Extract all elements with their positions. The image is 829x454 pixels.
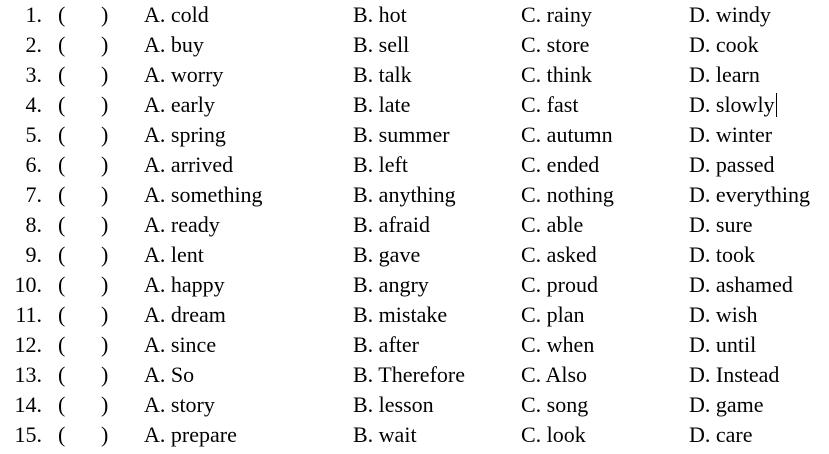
question-number: 13. (14, 362, 42, 387)
question-number: 3. (25, 62, 42, 87)
question-row-3 (0, 60, 829, 90)
option-d: D. ashamed (689, 272, 793, 297)
option-a: A. lent (144, 242, 204, 267)
question-number: 7. (25, 182, 42, 207)
question-number: 6. (25, 152, 42, 177)
question-row-9 (0, 240, 829, 270)
option-c: C. look (521, 422, 586, 447)
option-c: C. nothing (521, 182, 614, 207)
question-number: 1. (25, 2, 42, 27)
answer-blank-open[interactable]: ( (58, 182, 66, 207)
answer-blank-close[interactable]: ) (101, 272, 109, 297)
question-number: 15. (14, 422, 42, 447)
option-b: B. angry (353, 272, 429, 297)
option-c: C. rainy (521, 2, 592, 27)
option-a: A. spring (144, 122, 226, 147)
option-a: A. since (144, 332, 217, 357)
answer-blank-open[interactable]: ( (58, 242, 66, 267)
option-d: D. wish (689, 302, 758, 327)
answer-blank-open[interactable]: ( (58, 92, 66, 117)
option-d: D. slowly (689, 92, 775, 117)
option-d: D. windy (689, 2, 771, 27)
option-b: B. hot (353, 2, 407, 27)
question-number: 9. (25, 242, 42, 267)
question-number: 14. (14, 392, 42, 417)
answer-blank-close[interactable]: ) (101, 182, 109, 207)
answer-blank-close[interactable]: ) (101, 92, 109, 117)
answer-blank-open[interactable]: ( (58, 302, 66, 327)
question-number: 8. (25, 212, 42, 237)
answer-blank-close[interactable]: ) (101, 152, 109, 177)
option-d: D. sure (689, 212, 753, 237)
answer-blank-open[interactable]: ( (58, 122, 66, 147)
option-c: C. song (521, 392, 589, 417)
question-row-6 (0, 150, 829, 180)
answer-blank-open[interactable]: ( (58, 422, 66, 447)
question-number: 4. (25, 92, 42, 117)
answer-blank-close[interactable]: ) (101, 122, 109, 147)
answer-blank-close[interactable]: ) (101, 392, 109, 417)
option-c: C. autumn (521, 122, 613, 147)
option-c: C. fast (521, 92, 579, 117)
option-a: A. buy (144, 32, 204, 57)
question-number: 5. (25, 122, 42, 147)
option-d: D. learn (689, 62, 760, 87)
option-b: B. gave (353, 242, 421, 267)
option-b: B. summer (353, 122, 450, 147)
option-c: C. Also (521, 362, 588, 387)
option-d: D. passed (689, 152, 775, 177)
option-d: D. Instead (689, 362, 780, 387)
question-row-7 (0, 180, 829, 210)
answer-blank-close[interactable]: ) (101, 242, 109, 267)
option-c: C. store (521, 32, 590, 57)
option-d: D. game (689, 392, 764, 417)
question-row-10 (0, 270, 829, 300)
option-b: B. Therefore (353, 362, 465, 387)
answer-blank-close[interactable]: ) (101, 62, 109, 87)
answer-blank-close[interactable]: ) (101, 362, 109, 387)
option-d: D. cook (689, 32, 759, 57)
question-row-2 (0, 30, 829, 60)
option-d: D. winter (689, 122, 773, 147)
question-number: 10. (14, 272, 42, 297)
question-row-14 (0, 390, 829, 420)
answer-blank-close[interactable]: ) (101, 2, 109, 27)
option-a: A. story (144, 392, 215, 417)
option-c: C. when (521, 332, 595, 357)
answer-blank-open[interactable]: ( (58, 362, 66, 387)
answer-blank-open[interactable]: ( (58, 32, 66, 57)
option-b: B. mistake (353, 302, 448, 327)
option-b: B. left (353, 152, 408, 177)
question-row-11 (0, 300, 829, 330)
option-d: D. took (689, 242, 755, 267)
option-b: B. afraid (353, 212, 430, 237)
option-b: B. late (353, 92, 411, 117)
option-a: A. worry (144, 62, 224, 87)
answer-blank-close[interactable]: ) (101, 332, 109, 357)
question-number: 2. (25, 32, 42, 57)
question-row-15 (0, 420, 829, 450)
answer-blank-open[interactable]: ( (58, 152, 66, 177)
question-row-1 (0, 0, 829, 30)
option-a: A. arrived (144, 152, 234, 177)
option-c: C. able (521, 212, 584, 237)
option-a: A. prepare (144, 422, 237, 447)
option-c: C. think (521, 62, 592, 87)
option-c: C. asked (521, 242, 597, 267)
option-b: B. wait (353, 422, 417, 447)
option-b: B. after (353, 332, 419, 357)
option-a: A. ready (144, 212, 220, 237)
option-a: A. early (144, 92, 215, 117)
option-a: A. happy (144, 272, 225, 297)
option-a: A. dream (144, 302, 226, 327)
option-b: B. lesson (353, 392, 434, 417)
question-row-5 (0, 120, 829, 150)
question-row-12 (0, 330, 829, 360)
option-a: A. something (144, 182, 263, 207)
option-d-with-cursor (689, 90, 777, 120)
option-a: A. cold (144, 2, 209, 27)
answer-blank-open[interactable]: ( (58, 2, 66, 27)
question-number: 12. (14, 332, 42, 357)
answer-blank-open[interactable]: ( (58, 62, 66, 87)
text-cursor (776, 93, 777, 117)
answer-blank-close[interactable]: ) (101, 302, 109, 327)
question-row-13 (0, 360, 829, 390)
answer-blank-close[interactable]: ) (101, 422, 109, 447)
answer-blank-open[interactable]: ( (58, 392, 66, 417)
option-d: D. everything (689, 182, 810, 207)
option-b: B. sell (353, 32, 410, 57)
option-c: C. proud (521, 272, 598, 297)
option-a: A. So (144, 362, 195, 387)
answer-blank-close[interactable]: ) (101, 212, 109, 237)
option-b: B. anything (353, 182, 456, 207)
answer-blank-close[interactable]: ) (101, 32, 109, 57)
option-c: C. plan (521, 302, 585, 327)
question-row-4 (0, 90, 829, 120)
answer-blank-open[interactable]: ( (58, 332, 66, 357)
question-row-8 (0, 210, 829, 240)
option-d: D. until (689, 332, 757, 357)
question-number: 11. (15, 302, 42, 327)
option-b: B. talk (353, 62, 412, 87)
answer-blank-open[interactable]: ( (58, 272, 66, 297)
option-c: C. ended (521, 152, 600, 177)
answer-blank-open[interactable]: ( (58, 212, 66, 237)
option-d: D. care (689, 422, 753, 447)
